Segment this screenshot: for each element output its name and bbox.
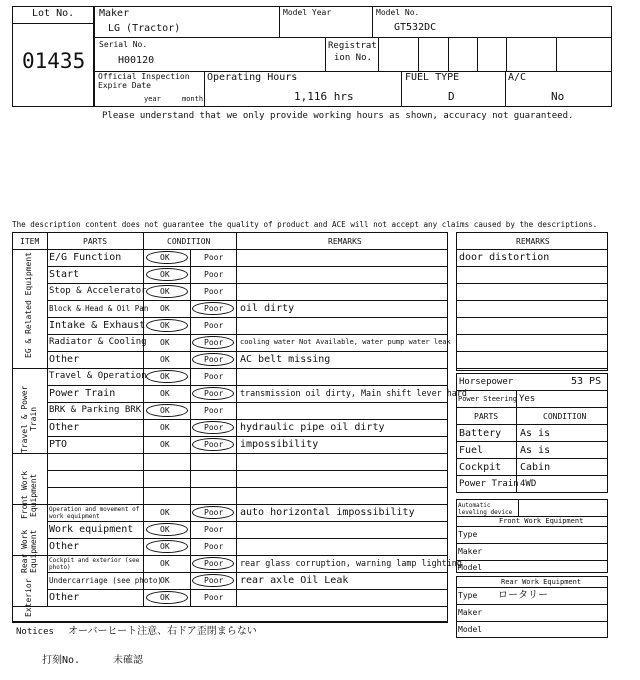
power-train-value: 4WD [520,479,537,489]
poor-label: Poor [204,593,224,602]
row-remark: auto horizontal impossibility [240,506,415,518]
front-maker-label: Maker [458,547,483,556]
poor-label: Poor [204,508,224,517]
col-parts: PARTS [83,237,108,246]
col-condition: CONDITION [167,237,211,246]
condition-circle [192,557,234,570]
lot-number: 01435 [22,49,86,73]
row-remark: cooling water Not Available, water pump water leak [240,338,451,346]
rear-maker-label: Maker [458,608,483,617]
power-steering-value: Yes [519,394,536,404]
row-remark: rear axle Oil Leak [240,574,349,586]
remarks-title: REMARKS [516,237,550,246]
row-part: E/G Function [49,251,122,263]
condition-label: CONDITION [543,412,587,421]
ok-label: OK [160,338,170,347]
cockpit-label: Cockpit [459,462,502,473]
remarks-line [456,351,608,352]
ok-label: OK [160,542,170,551]
row-remark: hydraulic pipe oil dirty [240,421,385,433]
group-rear: Rear Work Equipment [20,529,38,573]
poor-label: Poor [204,576,224,585]
poor-label: Poor [204,542,224,551]
poor-label: Poor [204,287,224,296]
ok-label: OK [160,304,170,313]
parts-label: PARTS [474,412,499,421]
row-part: Intake & Exhaust [49,319,146,331]
row-part: Stop & Accelerator [49,286,147,296]
row-part: Other [49,540,80,552]
ok-label: OK [160,372,170,381]
row-part: Block & Head & Oil Pan [49,303,149,313]
row-part: Travel & Operation [49,371,147,381]
battery-value: As is [520,428,551,439]
poor-label: Poor [204,440,224,449]
maker-value: LG (Tractor) [108,23,181,34]
horsepower-label: Horsepower [459,377,514,387]
remarks-line [456,283,608,284]
serial-value: H00120 [118,55,155,66]
row-part: Power Train [49,387,116,399]
row-part: Other [49,421,80,433]
model-no-label: Model No. [376,8,420,17]
ok-label: OK [160,508,170,517]
group-travel: Travel & Power Train [20,385,38,453]
operating-hours-label: Operating Hours [207,72,298,83]
poor-label: Poor [204,355,224,364]
row-part: Cockpit and exterior (see photo) [49,557,140,571]
fuel-value: As is [520,445,551,456]
remarks-line [456,266,608,267]
ok-label: OK [160,270,170,279]
row-part: Undercarriage (see photo) [49,575,162,585]
poor-label: Poor [204,321,224,330]
row-part: Other [49,591,80,603]
auto-leveling-label: Automatic leveling device [458,502,513,516]
condition-circle [146,523,188,536]
operating-hours-value: 1,116 hrs [294,90,354,103]
power-steering-label: Power Steering [458,395,518,403]
lot-label: Lot No. [32,8,75,19]
month-label: month [182,95,204,103]
row-remark: AC belt missing [240,353,331,365]
ok-label: OK [160,406,170,415]
group-front: Front Work Equipment [20,470,38,520]
ok-label: OK [160,355,170,364]
disclaimer: The description content does not guarantee the quality of product and ACE will not accept any claims caused by the descriptions. [12,220,598,229]
condition-circle [146,591,188,604]
rear-model-label: Model [458,625,483,634]
ok-label: OK [160,253,170,262]
ok-label: OK [160,525,170,534]
stamp-label: 打刻No. [42,655,81,666]
condition-circle [192,506,234,519]
condition-circle [146,540,188,553]
notices-value: オーバーヒート注意、右ドア歪閉まらない [68,626,257,637]
col-item: ITEM [20,237,40,246]
row-part: Operation and movement of work equipment [49,506,140,520]
model-year-label: Model Year [283,8,332,17]
rear-type-value: ロータリー [498,590,548,601]
poor-label: Poor [204,525,224,534]
condition-circle [146,268,188,281]
condition-circle [192,438,234,451]
condition-circle [146,285,188,298]
maker-label: Maker [99,8,130,19]
row-part: BRK & Parking BRK [49,405,142,415]
poor-label: Poor [204,270,224,279]
fuel-type-label: FUEL TYPE [405,72,460,83]
ok-label: OK [160,321,170,330]
ok-label: OK [160,593,170,602]
remarks-line [456,368,608,369]
stamp-value: 未確認 [113,655,143,666]
registration-label-1: Registrat [328,41,377,51]
condition-circle [192,353,234,366]
poor-label: Poor [204,423,224,432]
condition-circle [146,370,188,383]
row-remark: oil dirty [240,302,295,314]
row-remark: rear glass corruption, warning lamp lighting [240,558,462,569]
ac-value: No [551,90,565,103]
remarks-line [456,317,608,318]
hours-notice: Please understand that we only provide working hours as shown, accuracy not guaranteed. [102,111,574,121]
condition-circle [146,319,188,332]
poor-label: Poor [204,304,224,313]
poor-label: Poor [204,253,224,262]
condition-circle [192,574,234,587]
row-part: PTO [49,438,68,450]
row-remark: impossibility [240,438,319,450]
power-train-label: Power Train [459,479,519,489]
condition-circle [146,404,188,417]
condition-circle [192,302,234,315]
poor-label: Poor [204,406,224,415]
cockpit-value: Cabin [520,462,551,473]
ok-label: OK [160,389,170,398]
row-part: Other [49,353,80,365]
model-no-value: GT532DC [394,22,437,33]
group-eg: EG & Related Equipment [24,252,33,358]
poor-label: Poor [204,389,224,398]
col-remarks: REMARKS [328,237,362,246]
battery-label: Battery [459,428,502,439]
row-part: Radiator & Cooling [49,337,147,347]
poor-label: Poor [204,338,224,347]
horsepower-value: 53 PS [571,376,602,387]
ok-label: OK [160,440,170,449]
condition-circle [146,251,188,264]
rear-type-label: Type [458,591,478,600]
ok-label: OK [160,559,170,568]
fuel-type-value: D [448,90,455,103]
rear-equipment-title: Rear Work Equipment [501,578,582,586]
front-equipment-title: Front Work Equipment [499,517,584,525]
front-model-label: Model [458,563,483,572]
inspection-label-2: Expire Date [98,81,151,90]
remarks-line [456,300,608,301]
group-exterior: Exterior [24,578,33,618]
fuel-label: Fuel [459,445,484,456]
row-remark: transmission oil dirty, Main shift lever hard [240,388,467,399]
notices-label: Notices [16,627,54,637]
condition-circle [192,336,234,349]
condition-circle [192,387,234,400]
poor-label: Poor [204,372,224,381]
front-type-label: Type [458,530,478,539]
ac-label: A/C [508,72,527,83]
registration-label-2: ion No. [334,53,372,63]
remarks-value: door distortion [459,252,550,263]
condition-circle [192,421,234,434]
ok-label: OK [160,576,170,585]
ok-label: OK [160,287,170,296]
row-part: Work equipment [49,523,134,535]
ok-label: OK [160,423,170,432]
row-part: Start [49,268,80,280]
serial-label: Serial No. [99,40,148,49]
inspection-label-1: Official Inspection [98,72,190,81]
year-label: year [144,95,161,103]
remarks-line [456,334,608,335]
poor-label: Poor [204,559,224,568]
